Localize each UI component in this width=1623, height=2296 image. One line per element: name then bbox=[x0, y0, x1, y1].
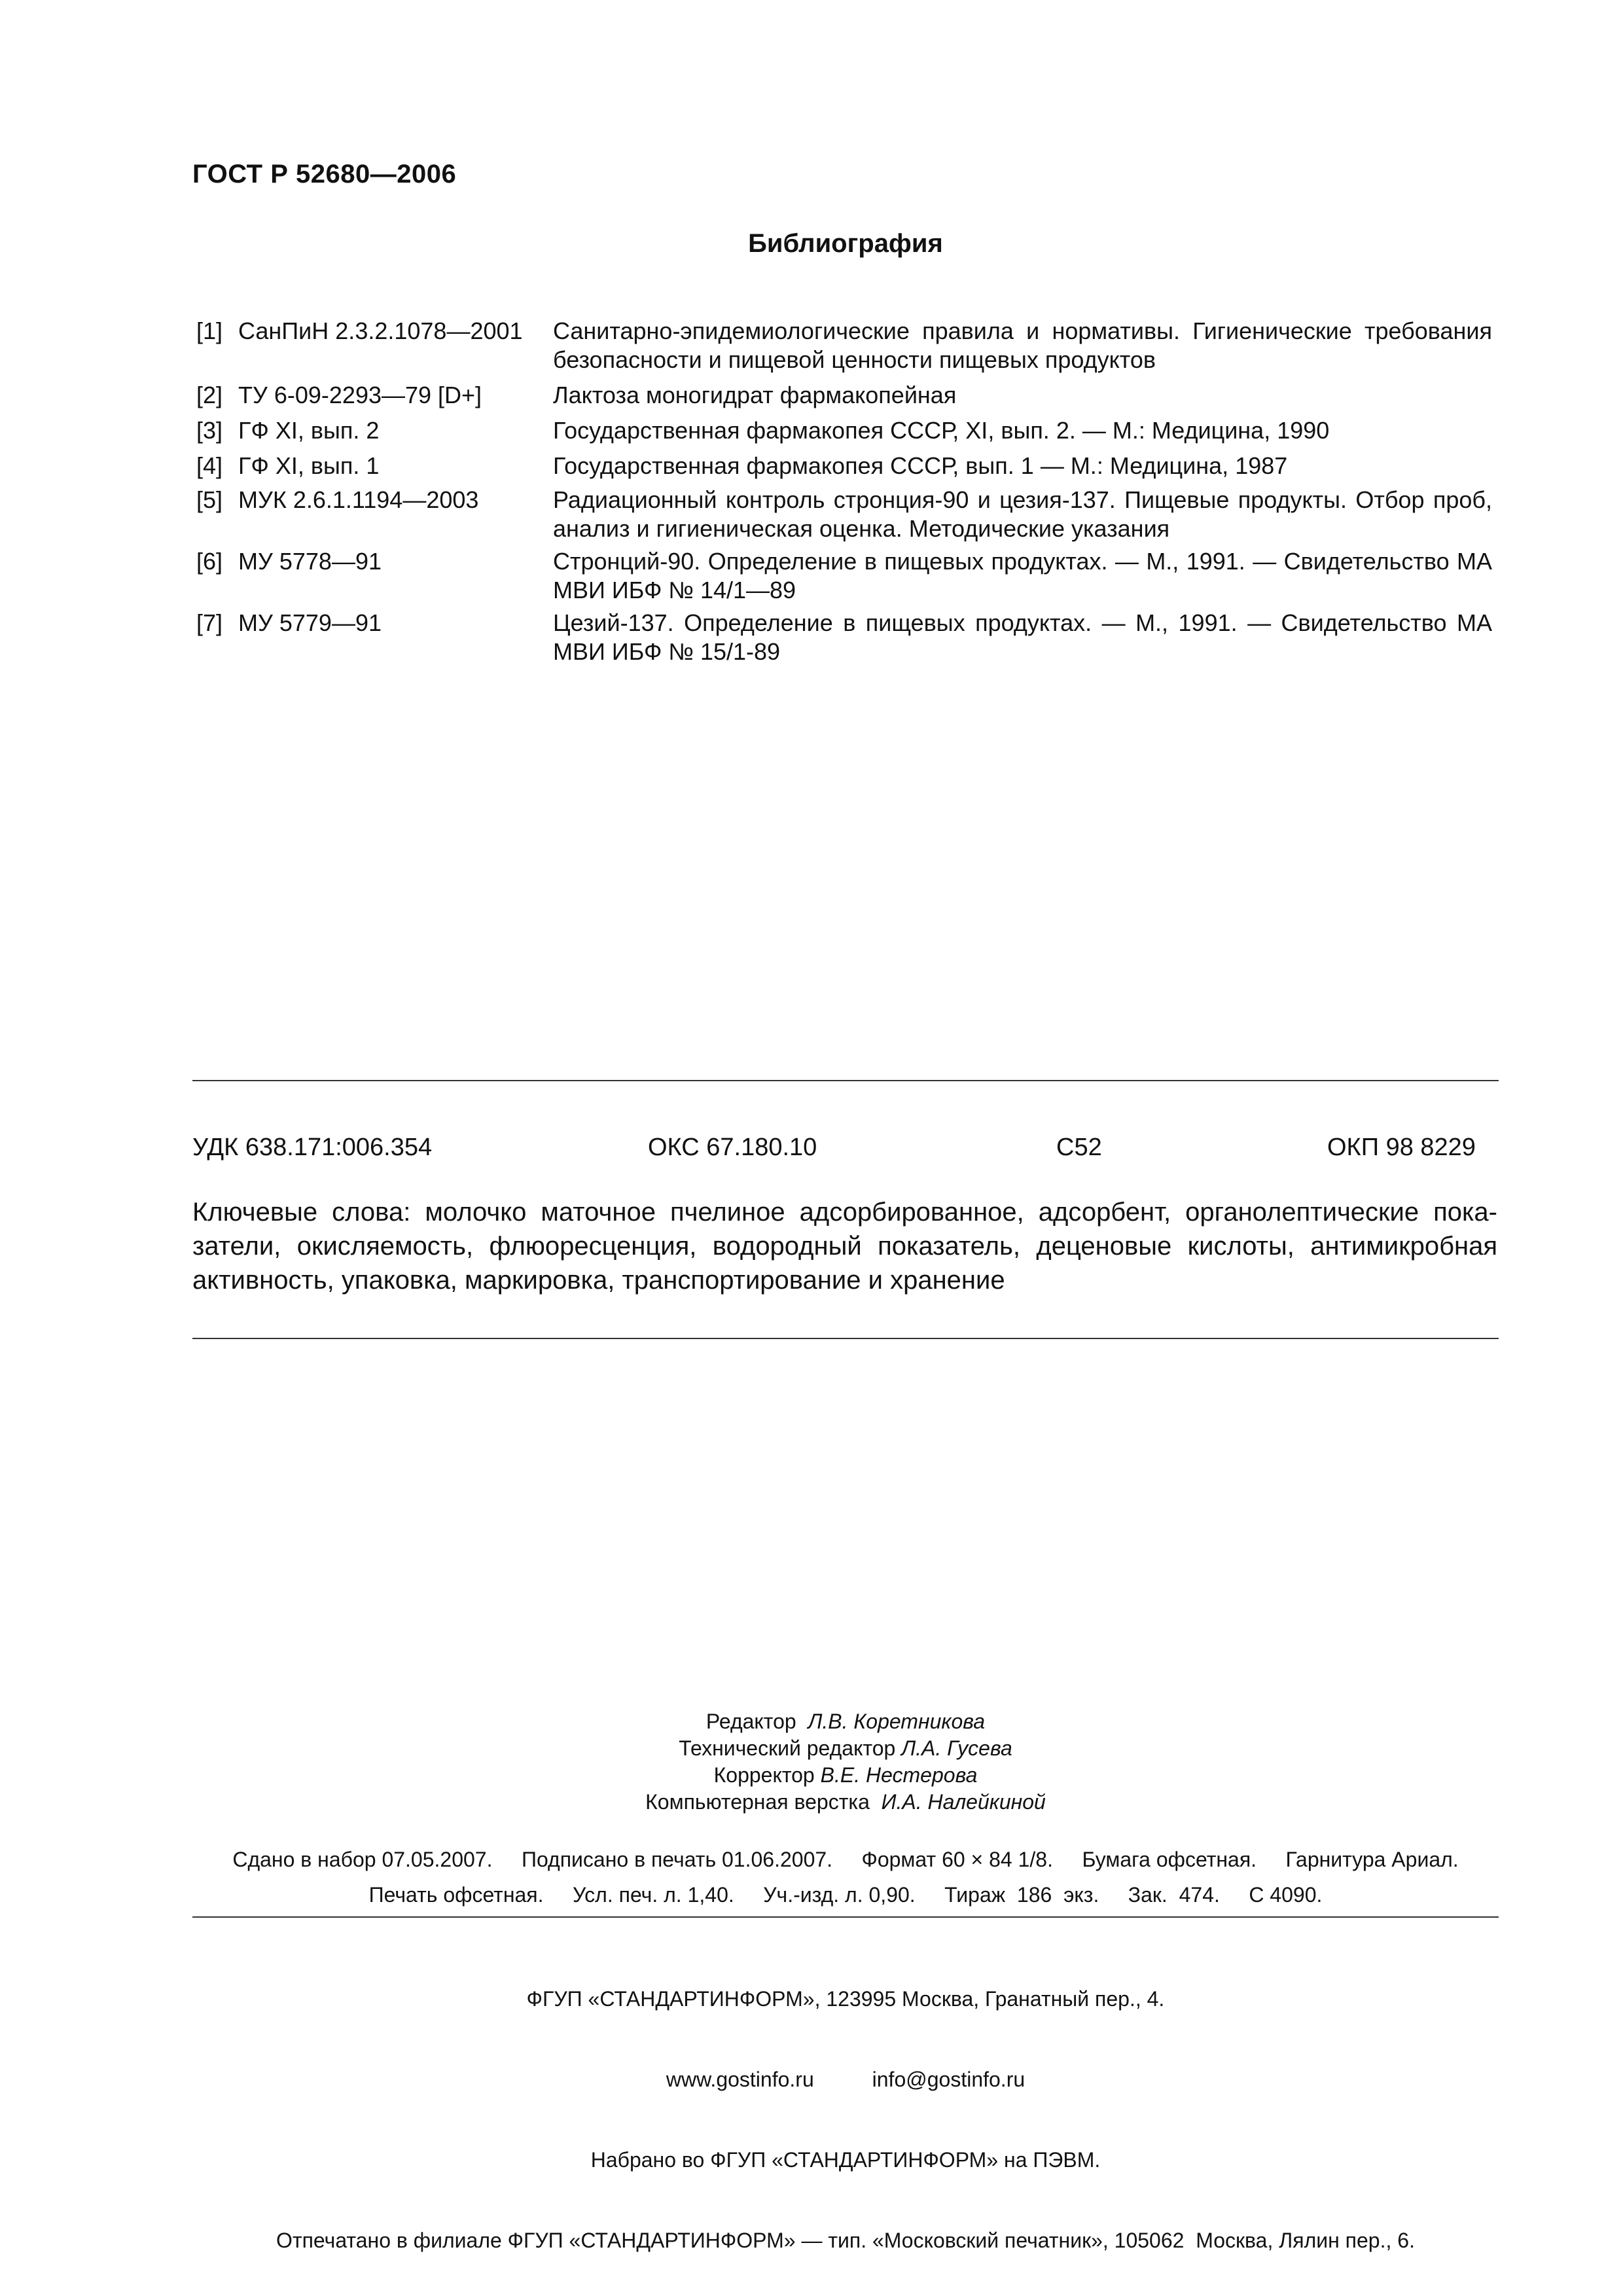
group-code: С52 bbox=[1056, 1134, 1102, 1161]
credit-name: Л.В. Коретникова bbox=[808, 1710, 986, 1733]
credit-role: Технический редактор bbox=[679, 1736, 896, 1760]
item-number: [5] bbox=[196, 486, 223, 513]
item-description: Лактоза моногидрат фармакопейная bbox=[553, 382, 957, 408]
classification-row bbox=[192, 1134, 1488, 1166]
divider bbox=[192, 1916, 1499, 1918]
item-number: [3] bbox=[196, 417, 223, 444]
credit-line bbox=[0, 1735, 1623, 1762]
item-number: [7] bbox=[196, 609, 223, 636]
divider bbox=[192, 1080, 1499, 1081]
credit-line bbox=[0, 1708, 1623, 1735]
item-code: МУ 5778—91 bbox=[238, 548, 382, 575]
item-code: ГФ XI, вып. 2 bbox=[238, 417, 380, 444]
credit-line bbox=[0, 1762, 1623, 1789]
item-code: МУК 2.6.1.1194—2003 bbox=[238, 486, 479, 513]
item-number: [6] bbox=[196, 548, 223, 575]
imprint bbox=[0, 1932, 1623, 2281]
divider bbox=[192, 1338, 1499, 1339]
credit-name: Л.А. Гусева bbox=[901, 1736, 1012, 1760]
document-code: ГОСТ Р 52680—2006 bbox=[192, 160, 457, 188]
item-number: [4] bbox=[196, 452, 223, 479]
credit-role: Корректор bbox=[713, 1763, 815, 1787]
item-description: Цезий-137. Определение в пищевых продуктах. — М., 1991. — Свидетельство МА МВИ ИБФ № 15/1-89 bbox=[553, 609, 1492, 665]
credit-line bbox=[0, 1789, 1623, 1816]
item-number: [2] bbox=[196, 382, 223, 408]
item-code: МУ 5779—91 bbox=[238, 609, 382, 636]
oks-code: ОКС 67.180.10 bbox=[648, 1134, 817, 1161]
item-description: Радиационный контроль стронция-90 и цезия-137. Пищевые продукты. Отбор проб, анализ и гигиеническая оценка. Методические указания bbox=[553, 486, 1492, 542]
publication-line-1: Сдано в набор 07.05.2007. Подписано в печать 01.06.2007. Формат 60 × 84 1/8. Бумага офсетная. Гарнитура Ариал. bbox=[232, 1848, 1459, 1871]
item-code: СанПиН 2.3.2.1078—2001 bbox=[238, 317, 523, 344]
credit-name: И.А. Налейкиной bbox=[881, 1790, 1046, 1814]
credit-role: Редактор bbox=[705, 1710, 796, 1733]
item-code: ГФ XI, вып. 1 bbox=[238, 452, 380, 479]
credit-role: Компьютерная верстка bbox=[645, 1790, 870, 1814]
item-number: [1] bbox=[196, 317, 223, 344]
item-code: ТУ 6-09-2293—79 [D+] bbox=[238, 382, 482, 408]
imprint-line: ФГУП «СТАНДАРТИНФОРМ», 123995 Москва, Гранатный пер., 4. bbox=[526, 1987, 1165, 2011]
okp-code: ОКП 98 8229 bbox=[1327, 1134, 1476, 1161]
item-description: Государственная фармакопея СССР, вып. 1 — М.: Медицина, 1987 bbox=[553, 452, 1288, 479]
item-description: Стронций-90. Определение в пищевых продуктах. — М., 1991. — Свидетельство МА МВИ ИБФ № 14/1—89 bbox=[553, 548, 1492, 603]
credit-name: В.Е. Нестерова bbox=[820, 1763, 978, 1787]
bibliography-title: Библиография bbox=[748, 229, 943, 258]
imprint-line: www.gostinfo.ru info@gostinfo.ru bbox=[666, 2068, 1026, 2091]
imprint-line: Отпечатано в филиале ФГУП «СТАНДАРТИНФОРМ» — тип. «Московский печатник», 105062 Москва, Лялин пер., 6. bbox=[276, 2229, 1415, 2252]
item-description: Государственная фармакопея СССР, XI, вып. 2. — М.: Медицина, 1990 bbox=[553, 417, 1330, 444]
udk-code: УДК 638.171:006.354 bbox=[192, 1134, 433, 1161]
keywords: Ключевые слова: молочко маточное пчелиное адсорбированное, адсорбент, органолептические показатели, окисляемость, флюоресценция, водородный показатель, деценовые кислоты, антимикробная активность, упаковка, маркировка, транспортирование и хранение bbox=[192, 1198, 1497, 1295]
credits bbox=[0, 1708, 1623, 1816]
item-description: Санитарно-эпидемиологические правила и нормативы. Гигиенические требования безопасности и пищевой ценности пищевых продуктов bbox=[553, 317, 1492, 373]
publication-line-2: Печать офсетная. Усл. печ. л. 1,40. Уч.-изд. л. 0,90. Тираж 186 экз. Зак. 474. С 4090. bbox=[368, 1883, 1323, 1907]
imprint-line: Набрано во ФГУП «СТАНДАРТИНФОРМ» на ПЭВМ. bbox=[590, 2148, 1101, 2172]
